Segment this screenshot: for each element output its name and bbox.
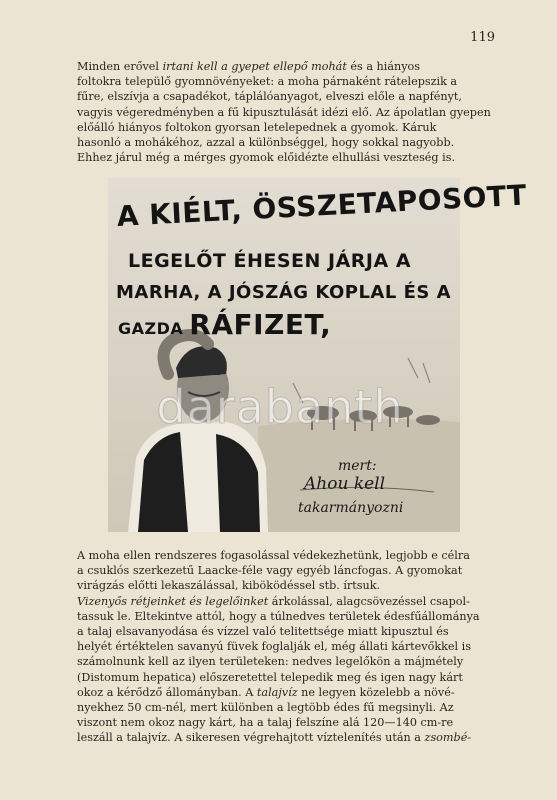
text-line xyxy=(77,578,493,593)
text-run: hasonló a mohákéhoz, azzal a különbséggel, hogy sokkal nagyobb. xyxy=(77,136,455,150)
text-line xyxy=(77,150,493,165)
page-number: 119 xyxy=(470,30,495,45)
text-line xyxy=(77,624,493,639)
text-line xyxy=(77,670,493,685)
poster-illustration xyxy=(108,178,528,532)
text-run: vagyis végeredményben a fű kipusztulását idézi elő. Az ápolatlan gyepen xyxy=(77,105,491,119)
text-line xyxy=(77,89,493,104)
italic-text: zsombé- xyxy=(424,731,472,745)
text-run: foltokra települő gyomnövényeket: a moha párnaként rátelepszik a xyxy=(77,75,458,89)
poster-headline-line-4 xyxy=(118,308,331,341)
text-run: a csuklós szerkezetű Laacke-féle vagy egyéb láncfogas. A gyomokat xyxy=(77,564,463,578)
text-run: virágzás előtti lekaszálással, kiböködéssel stb. írtsuk. xyxy=(77,579,381,593)
text-run: árkolással, alagcsövezéssel csapol- xyxy=(268,594,470,608)
text-line xyxy=(77,715,493,730)
text-run: és a hiányos xyxy=(346,60,420,73)
text-run: okoz a kérődző állományban. A xyxy=(77,685,257,699)
text-run: tassuk le. Eltekintve attól, hogy a túlnedves területek édesfűállománya xyxy=(77,609,480,623)
bottom-paragraph xyxy=(77,548,493,746)
text-run: (Distomum hepatica) előszeretettel telepedik meg és igen nagy kárt xyxy=(77,670,463,684)
italic-text: talajvíz xyxy=(256,685,298,699)
text-run: Ehhez járul még a mérges gyomok előidézte elhullási veszteség is. xyxy=(77,151,456,165)
text-run: nyekhez 50 cm-nél, mert különben a legtöbb édes fű megsinyli. Az xyxy=(77,701,454,715)
top-paragraph xyxy=(77,59,493,165)
poster-headline-line-1: A KIÉLT, ÖSSZETAPOSOTT xyxy=(116,178,528,233)
text-line xyxy=(77,730,493,745)
handwritten-note-line-1: mert: xyxy=(338,458,377,474)
text-run: Minden erővel xyxy=(77,60,163,73)
text-line xyxy=(77,135,493,150)
text-run: ne legyen közelebb a növé- xyxy=(297,685,455,699)
text-run: előálló hiányos foltokon gyorsan letelepednek a gyomok. Káruk xyxy=(77,120,437,134)
text-line xyxy=(77,639,493,654)
italic-text: Vizenyős rétjeinket és legelőinket xyxy=(77,594,269,608)
italic-text: irtani kell a gyepet ellepő mohát xyxy=(162,60,347,73)
text-line xyxy=(77,594,493,609)
text-run: helyét értéktelen savanyú füvek foglalják el, még állati kártevőkkel is xyxy=(77,640,471,654)
handwritten-note-line-3: takarmányozni xyxy=(298,500,404,516)
poster-word-rafizet: RÁFIZET, xyxy=(189,308,332,341)
text-line xyxy=(77,105,493,120)
text-run: viszont nem okoz nagy kárt, ha a talaj felszíne alá 120—140 cm-re xyxy=(77,716,454,730)
text-line xyxy=(77,59,493,74)
handwritten-note-line-2: Ahou kell xyxy=(304,474,386,494)
text-run: A moha ellen rendszeres fogasolással védekezhetünk, legjobb e célra xyxy=(77,549,470,562)
text-line xyxy=(77,548,493,563)
text-run: leszáll a talajvíz. A sikeresen végrehajtott víztelenítés után a xyxy=(77,731,425,745)
text-line xyxy=(77,654,493,669)
text-run: számolnunk kell az ilyen területeken: nedves legelőkön a májmétely xyxy=(77,655,464,669)
text-line xyxy=(77,609,493,624)
text-run: fűre, elszívja a csapadékot, táplálóanyagot, elveszi előle a napfényt, xyxy=(77,90,462,104)
poster-word-gazda: GAZDA xyxy=(118,319,184,338)
text-run: a talaj elsavanyodása és vízzel való telitettsége miatt kipusztul és xyxy=(77,625,449,639)
text-line xyxy=(77,685,493,700)
watermark: darabanth xyxy=(156,380,404,434)
text-line xyxy=(77,74,493,89)
text-line xyxy=(77,563,493,578)
text-line xyxy=(77,120,493,135)
poster-artwork xyxy=(108,178,460,532)
poster-headline-line-2: LEGELŐT ÉHESEN JÁRJA A xyxy=(128,250,412,272)
poster-headline-line-3: MARHA, A JÓSZÁG KOPLAL ÉS A xyxy=(116,282,452,303)
text-line xyxy=(77,700,493,715)
